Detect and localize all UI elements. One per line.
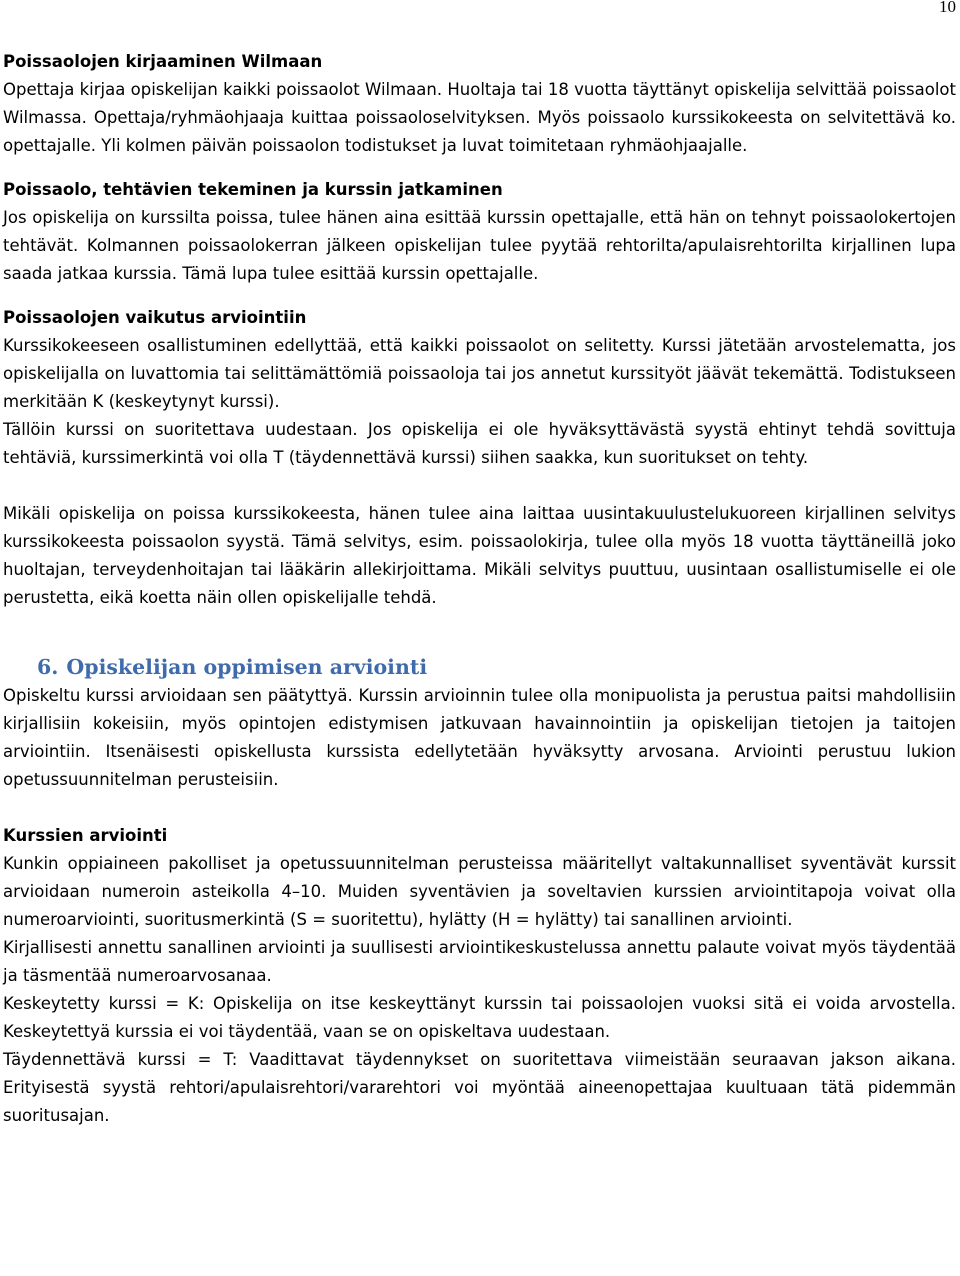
- paragraph: Kirjallisesti annettu sanallinen arviointi ja suullisesti arviointikeskustelussa annettu palaute voivat myös täydentää ja täsmentää numeroarvosanaa.: [3, 938, 956, 985]
- paragraph: Kurssikokeeseen osallistuminen edellyttää, että kaikki poissaolot on selitetty. Kurssi jätetään arvostelematta, jos opiskelijalla on luvattomia tai selittämättömiä poissaoloja tai jos annetut kurssityöt jäävät tekemättä. Todistukseen merkitään K (keskeytynyt kurssi).: [3, 336, 956, 411]
- section-heading: Poissaolojen kirjaaminen Wilmaan: [3, 52, 323, 71]
- paragraph: Mikäli opiskelija on poissa kurssikokeesta, hänen tulee aina laittaa uusintakuulustelukuoreen kirjallinen selvitys kurssikokeesta poissaolon syystä. Tämä selvitys, esim. poissaolokirja, tulee olla myös 18 vuotta täyttäneillä joko huoltajan, terveydenhoitajan tai lääkärin allekirjoittama. Mikäli selvitys puuttuu, uusintaan osallistumiselle ei ole perustetta, eikä koetta näin ollen opiskelijalle tehdä.: [3, 504, 956, 607]
- section-heading: Poissaolo, tehtävien tekeminen ja kurssin jatkaminen: [3, 180, 503, 199]
- paragraph: Täydennettävä kurssi = T: Vaadittavat täydennykset on suoritettava viimeistään seuraavan jakson aikana. Erityisestä syystä rehtori/apulaisrehtori/vararehtori voi myöntää aineenopettajaa kuultuaan tätä pidemmän suoritusajan.: [3, 1050, 956, 1125]
- chapter-heading: [37, 652, 956, 682]
- section-course-grading: [3, 822, 956, 1130]
- paragraph: Opettaja kirjaa opiskelijan kaikki poissaolot Wilmaan. Huoltaja tai 18 vuotta täyttänyt opiskelija selvittää poissaolot Wilmassa. Opettaja/ryhmäohjaaja kuittaa poissaoloselvityksen. Myös poissaolo kurssikokeesta on selvitettävä ko. opettajalle. Yli kolmen päivän poissaolon todistukset ja luvat toimitetaan ryhmäohjaajalle.: [3, 80, 956, 155]
- section-absence-recording: [3, 48, 956, 160]
- section-heading: Poissaolojen vaikutus arviointiin: [3, 308, 307, 327]
- document-body: [3, 48, 956, 1130]
- page-number: 10: [939, 0, 956, 16]
- section-absence-effect-on-grading: [3, 304, 956, 612]
- paragraph: Tällöin kurssi on suoritettava uudestaan. Jos opiskelija ei ole hyväksyttävästä syystä ehtinyt tehdä sovittuja tehtäviä, kurssimerkintä voi olla T (täydennettävä kurssi) siihen saakka, kun suoritukset on tehty.: [3, 420, 956, 467]
- chapter-number: 6.: [37, 655, 59, 679]
- section-heading: Kurssien arviointi: [3, 826, 168, 845]
- paragraph: Opiskeltu kurssi arvioidaan sen päätyttyä. Kurssin arvioinnin tulee olla monipuolista ja perustua paitsi mahdollisiin kirjallisiin kokeisiin, myös opintojen edistymisen jatkuvaan havainnointiin ja opiskelijan tietojen ja taitojen arviointiin. Itsenäisesti opiskellusta kurssista edellytetään hyväksytty arvosana. Arviointi perustuu lukion opetussuunnitelman perusteisiin.: [3, 686, 956, 789]
- paragraph: Kunkin oppiaineen pakolliset ja opetussuunnitelman perusteissa määritellyt valtakunnalliset syventävät kurssit arvioidaan numeroin asteikolla 4–10. Muiden syventävien ja soveltavien kurssien arviointitapoja voivat olla numeroarviointi, suoritusmerkintä (S = suoritettu), hylätty (H = hylätty) tai sanallinen arviointi.: [3, 854, 956, 929]
- paragraph: Keskeytetty kurssi = K: Opiskelija on itse keskeyttänyt kurssin tai poissaolojen vuoksi sitä ei voida arvostella. Keskeytettyä kurssia ei voi täydentää, vaan se on opiskeltava uudestaan.: [3, 994, 956, 1041]
- section-absence-tasks: [3, 176, 956, 288]
- paragraph: Jos opiskelija on kurssilta poissa, tulee hänen aina esittää kurssin opettajalle, että hän on tehnyt poissaolokertojen tehtävät. Kolmannen poissaolokerran jälkeen opiskelijan tulee pyytää rehtorilta/apulaisrehtorilta kirjallinen lupa saada jatkaa kurssia. Tämä lupa tulee esittää kurssin opettajalle.: [3, 208, 956, 283]
- chapter-title: Opiskelijan oppimisen arviointi: [66, 655, 428, 679]
